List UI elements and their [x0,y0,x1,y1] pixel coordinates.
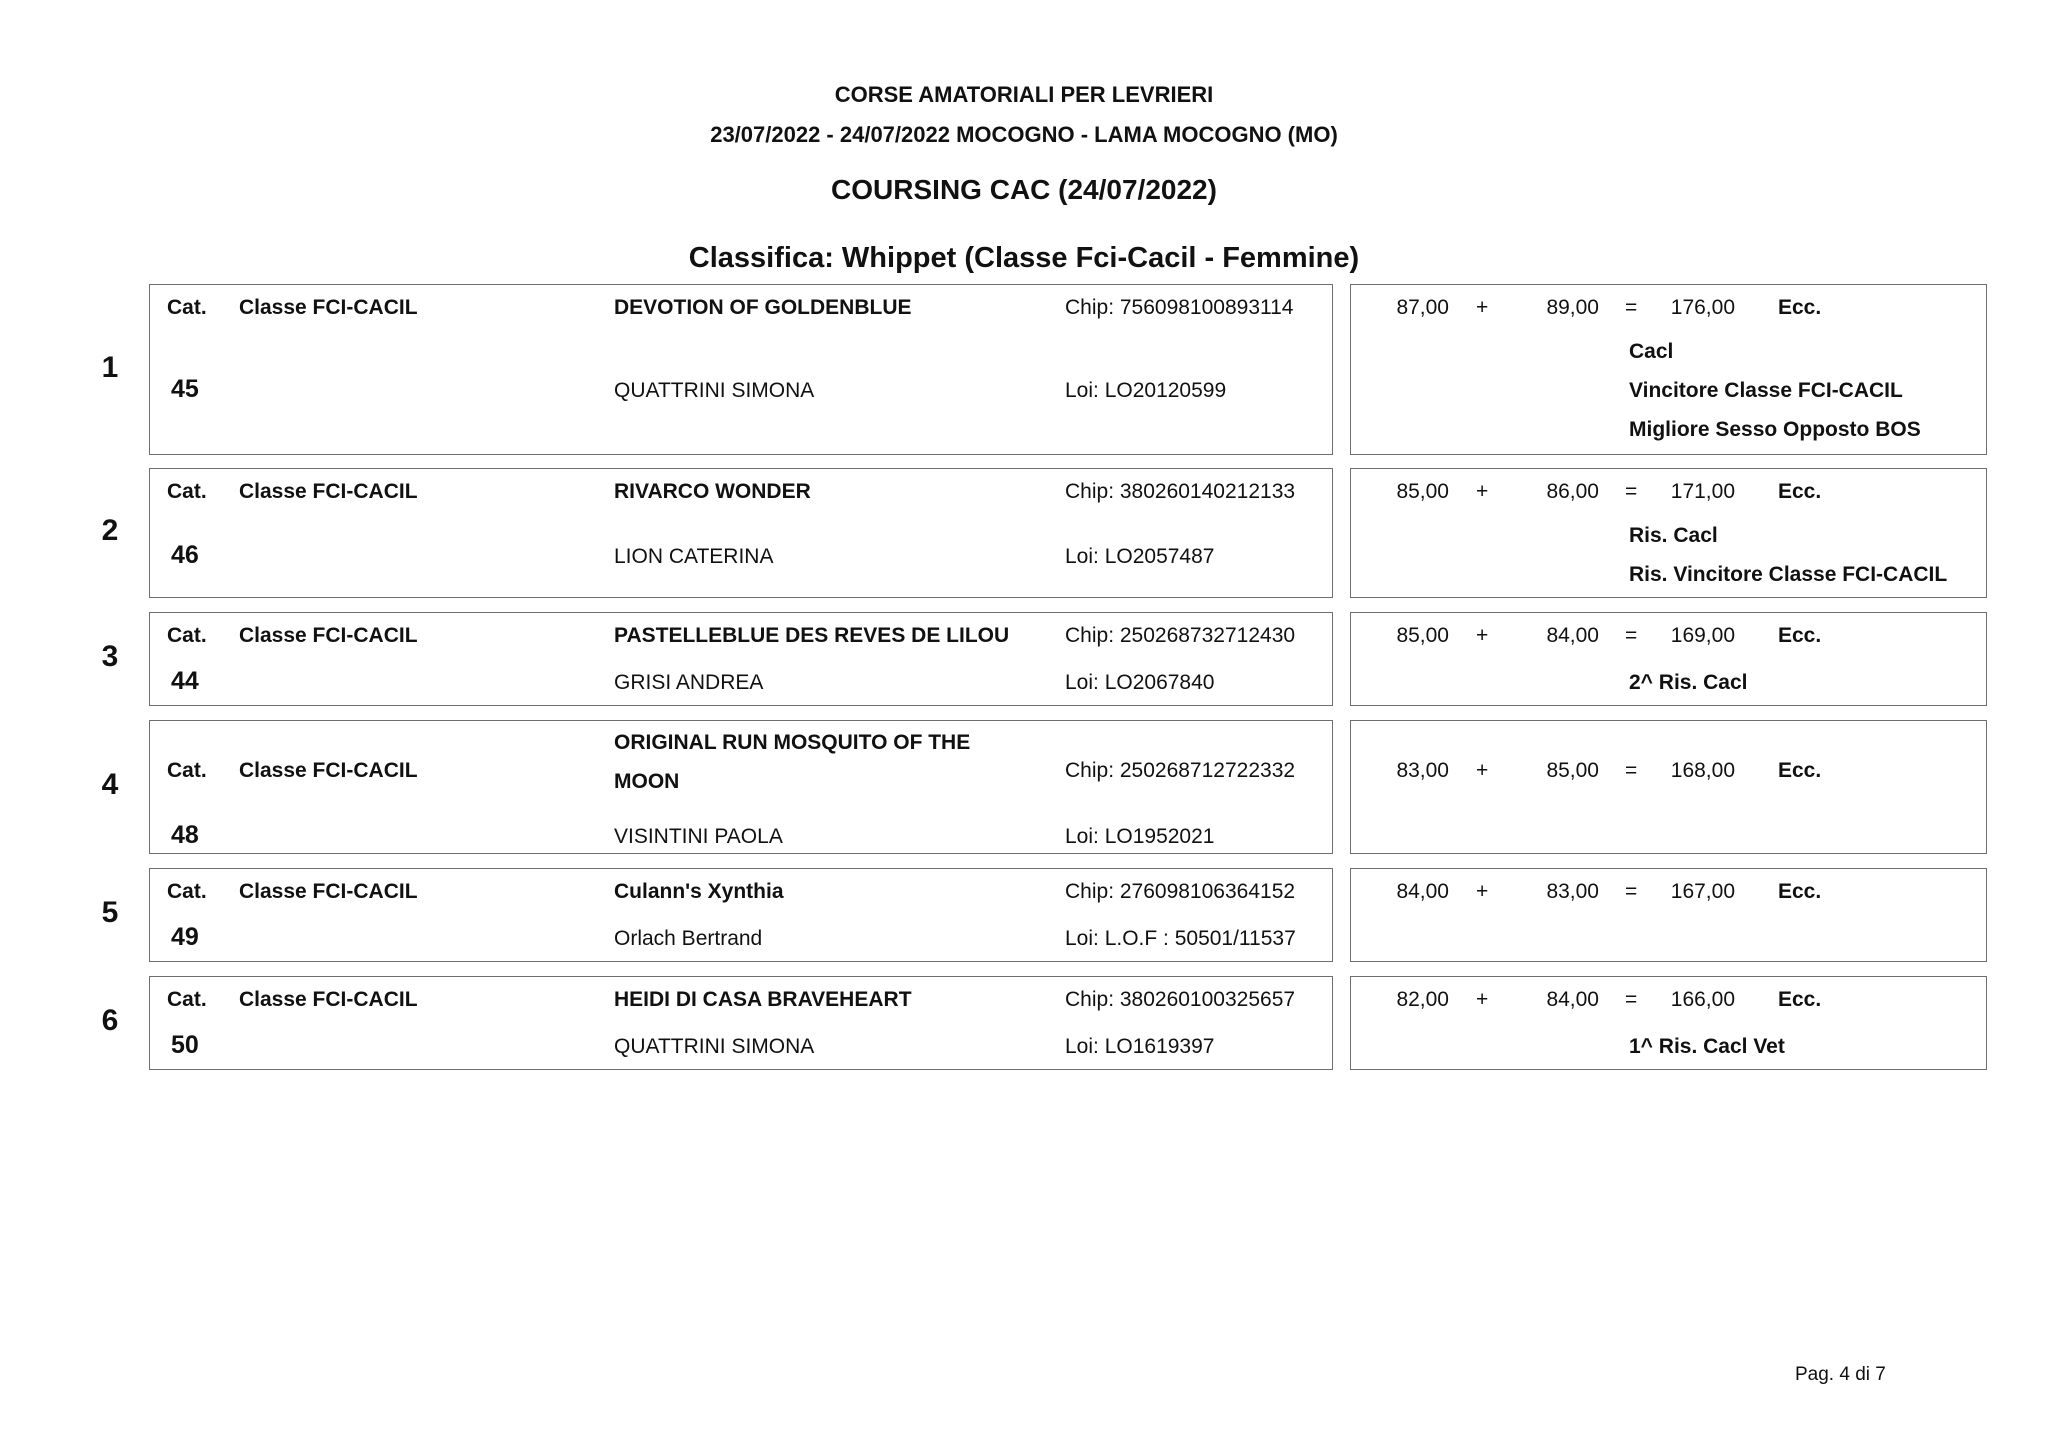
equals-sign: = [1625,988,1638,1011]
score-2: 83,00 [1546,880,1599,903]
score-2: 86,00 [1546,480,1599,503]
loi-number: Loi: LO2067840 [1065,671,1215,694]
grade: Ecc. [1778,880,1822,903]
loi-number: Loi: LO1952021 [1065,825,1215,848]
class-name: Classe FCI-CACIL [239,988,418,1011]
entry-details-box [149,868,1333,962]
rank-number: 1 [101,350,119,384]
loi-number: Loi: LO2057487 [1065,545,1215,568]
award: Ris. Cacl [1629,524,1718,547]
chip-number: Chip: 380260140212133 [1065,480,1296,503]
race-title: COURSING CAC (24/07/2022) [831,174,1217,205]
classification-title: Classifica: Whippet (Classe Fci-Cacil - Femmine) [688,242,1360,274]
total-score: 176,00 [1670,296,1735,319]
plus-sign: + [1476,624,1489,647]
award: 1^ Ris. Cacl Vet [1629,1035,1785,1058]
owner-name: Orlach Bertrand [614,927,763,950]
plus-sign: + [1476,296,1489,319]
rank-number: 2 [101,514,119,547]
loi-number: Loi: LO20120599 [1065,379,1227,402]
equals-sign: = [1625,880,1638,903]
entry-scores-box [1350,284,1987,455]
chip-number: Chip: 250268732712430 [1065,624,1296,647]
loi-number: Loi: LO1619397 [1065,1035,1215,1058]
score-2: 89,00 [1546,296,1599,319]
cat-label: Cat. [167,988,207,1011]
catalog-number: 45 [171,375,199,403]
plus-sign: + [1476,759,1489,782]
plus-sign: + [1476,480,1489,503]
total-score: 171,00 [1670,480,1735,503]
catalog-number: 48 [171,821,199,849]
grade: Ecc. [1778,624,1822,647]
equals-sign: = [1625,296,1638,319]
equals-sign: = [1625,624,1638,647]
event-title: CORSE AMATORIALI PER LEVRIERI [834,82,1214,107]
equals-sign: = [1625,480,1638,503]
total-score: 167,00 [1670,880,1735,903]
class-name: Classe FCI-CACIL [239,759,418,782]
score-2: 84,00 [1546,988,1599,1011]
award: Migliore Sesso Opposto BOS [1629,418,1921,441]
chip-number: Chip: 250268712722332 [1065,759,1296,782]
dog-name: ORIGINAL RUN MOSQUITO OF THE [614,731,971,754]
entry-details-box [149,976,1333,1070]
event-dates-location: 23/07/2022 - 24/07/2022 MOCOGNO - LAMA MOCOGNO (MO) [710,122,1338,147]
rank-number: 6 [101,1004,119,1037]
grade: Ecc. [1778,480,1822,503]
entry-details-box [149,720,1333,854]
cat-label: Cat. [167,880,207,903]
entry-scores-box [1350,976,1987,1070]
score-1: 87,00 [1396,296,1449,319]
entry-scores-box [1350,868,1987,962]
owner-name: LION CATERINA [614,545,774,568]
owner-name: QUATTRINI SIMONA [614,1035,815,1058]
rank-number: 5 [101,896,119,929]
cat-label: Cat. [167,480,207,503]
award: Vincitore Classe FCI-CACIL [1629,379,1903,402]
plus-sign: + [1476,988,1489,1011]
dog-name-cont: MOON [614,770,680,793]
score-2: 84,00 [1546,624,1599,647]
rank-number: 3 [101,640,119,673]
entry-scores-box [1350,468,1987,598]
entry-details-box [149,468,1333,598]
chip-number: Chip: 380260100325657 [1065,988,1296,1011]
entry-scores-box [1350,612,1987,706]
page-number: Pag. 4 di 7 [1795,1364,1886,1385]
cat-label: Cat. [167,624,207,647]
catalog-number: 49 [171,923,199,951]
entry-details-box [149,612,1333,706]
award: Ris. Vincitore Classe FCI-CACIL [1629,563,1948,586]
owner-name: QUATTRINI SIMONA [614,379,815,402]
grade: Ecc. [1778,759,1822,782]
dog-name: Culann's Xynthia [614,880,784,903]
grade: Ecc. [1778,296,1822,319]
total-score: 169,00 [1670,624,1735,647]
catalog-number: 50 [171,1031,199,1059]
catalog-number: 46 [171,541,199,569]
dog-name: HEIDI DI CASA BRAVEHEART [614,988,912,1011]
score-1: 83,00 [1396,759,1449,782]
score-1: 84,00 [1396,880,1449,903]
dog-name: PASTELLEBLUE DES REVES DE LILOU [614,624,1010,647]
total-score: 166,00 [1670,988,1735,1011]
score-2: 85,00 [1546,759,1599,782]
score-1: 85,00 [1396,480,1449,503]
class-name: Classe FCI-CACIL [239,296,418,319]
chip-number: Chip: 276098106364152 [1065,880,1296,903]
award: 2^ Ris. Cacl [1629,671,1748,694]
grade: Ecc. [1778,988,1822,1011]
catalog-number: 44 [171,667,199,695]
score-1: 82,00 [1396,988,1449,1011]
cat-label: Cat. [167,759,207,782]
rank-number: 4 [101,768,119,801]
owner-name: GRISI ANDREA [614,671,764,694]
award: Cacl [1629,340,1674,363]
entry-scores-box [1350,720,1987,854]
cat-label: Cat. [167,296,207,319]
owner-name: VISINTINI PAOLA [614,825,783,848]
class-name: Classe FCI-CACIL [239,480,418,503]
entry-details-box [149,284,1333,455]
class-name: Classe FCI-CACIL [239,880,418,903]
chip-number: Chip: 756098100893114 [1065,296,1294,319]
plus-sign: + [1476,880,1489,903]
class-name: Classe FCI-CACIL [239,624,418,647]
dog-name: RIVARCO WONDER [614,480,811,503]
score-1: 85,00 [1396,624,1449,647]
dog-name: DEVOTION OF GOLDENBLUE [614,296,912,319]
equals-sign: = [1625,759,1638,782]
total-score: 168,00 [1670,759,1735,782]
loi-number: Loi: L.O.F : 50501/11537 [1065,927,1296,950]
